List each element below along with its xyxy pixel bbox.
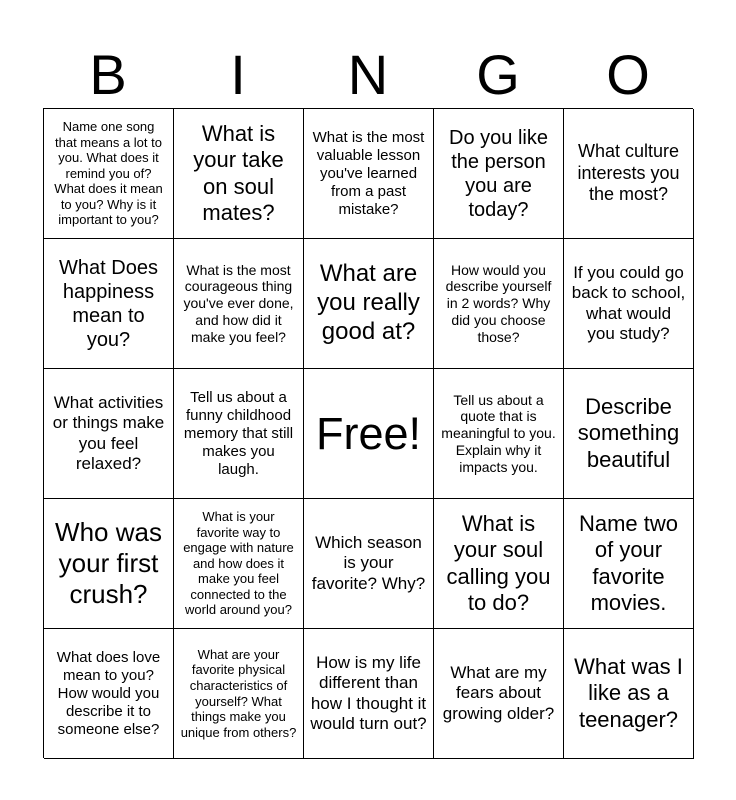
header-letter-b: B [89,43,127,106]
bingo-cell-r4c2[interactable]: What is your favorite way to engage with nature and how does it make you feel connected to the world around you? [174,499,304,629]
bingo-cell-r1c5[interactable]: What culture interests you the most? [564,109,694,239]
bingo-cell-r4c5[interactable]: Name two of your favorite movies. [564,499,694,629]
bingo-cell-r3c1[interactable]: What activities or things make you feel relaxed? [44,369,174,499]
bingo-cell-r5c1[interactable]: What does love mean to you? How would you describe it to someone else? [44,629,174,759]
bingo-cell-r5c5[interactable]: What was I like as a teenager? [564,629,694,759]
bingo-cell-r1c1[interactable]: Name one song that means a lot to you. What does it remind you of? What does it mean to you? Why is it important to you? [44,109,174,239]
header-letter-i: I [230,43,246,106]
bingo-header [43,42,693,108]
bingo-cell-r3c4[interactable]: Tell us about a quote that is meaningful to you. Explain why it impacts you. [434,369,564,499]
header-letter-g: G [476,43,520,106]
bingo-cell-r2c4[interactable]: How would you describe yourself in 2 words? Why did you choose those? [434,239,564,369]
bingo-grid [43,108,693,758]
bingo-cell-r2c2[interactable]: What is the most courageous thing you've ever done, and how did it make you feel? [174,239,304,369]
bingo-cell-r5c3[interactable]: How is my life different than how I thought it would turn out? [304,629,434,759]
bingo-cell-r5c4[interactable]: What are my fears about growing older? [434,629,564,759]
bingo-cell-r2c3[interactable]: What are you really good at? [304,239,434,369]
bingo-cell-r4c4[interactable]: What is your soul calling you to do? [434,499,564,629]
bingo-cell-r3c5[interactable]: Describe something beautiful [564,369,694,499]
bingo-cell-r2c5[interactable]: If you could go back to school, what would you study? [564,239,694,369]
bingo-cell-r4c1[interactable]: Who was your first crush? [44,499,174,629]
bingo-cell-r1c4[interactable]: Do you like the person you are today? [434,109,564,239]
header-letter-n: N [347,43,389,106]
bingo-cell-r1c3[interactable]: What is the most valuable lesson you've learned from a past mistake? [304,109,434,239]
bingo-cell-r1c2[interactable]: What is your take on soul mates? [174,109,304,239]
bingo-cell-r2c1[interactable]: What Does happiness mean to you? [44,239,174,369]
bingo-cell-r4c3[interactable]: Which season is your favorite? Why? [304,499,434,629]
bingo-cell-r3c2[interactable]: Tell us about a funny childhood memory that still makes you laugh. [174,369,304,499]
bingo-cell-r5c2[interactable]: What are your favorite physical characteristics of yourself? What things make you unique from others? [174,629,304,759]
bingo-free-space[interactable]: Free! [304,369,434,499]
header-letter-o: O [606,43,650,106]
